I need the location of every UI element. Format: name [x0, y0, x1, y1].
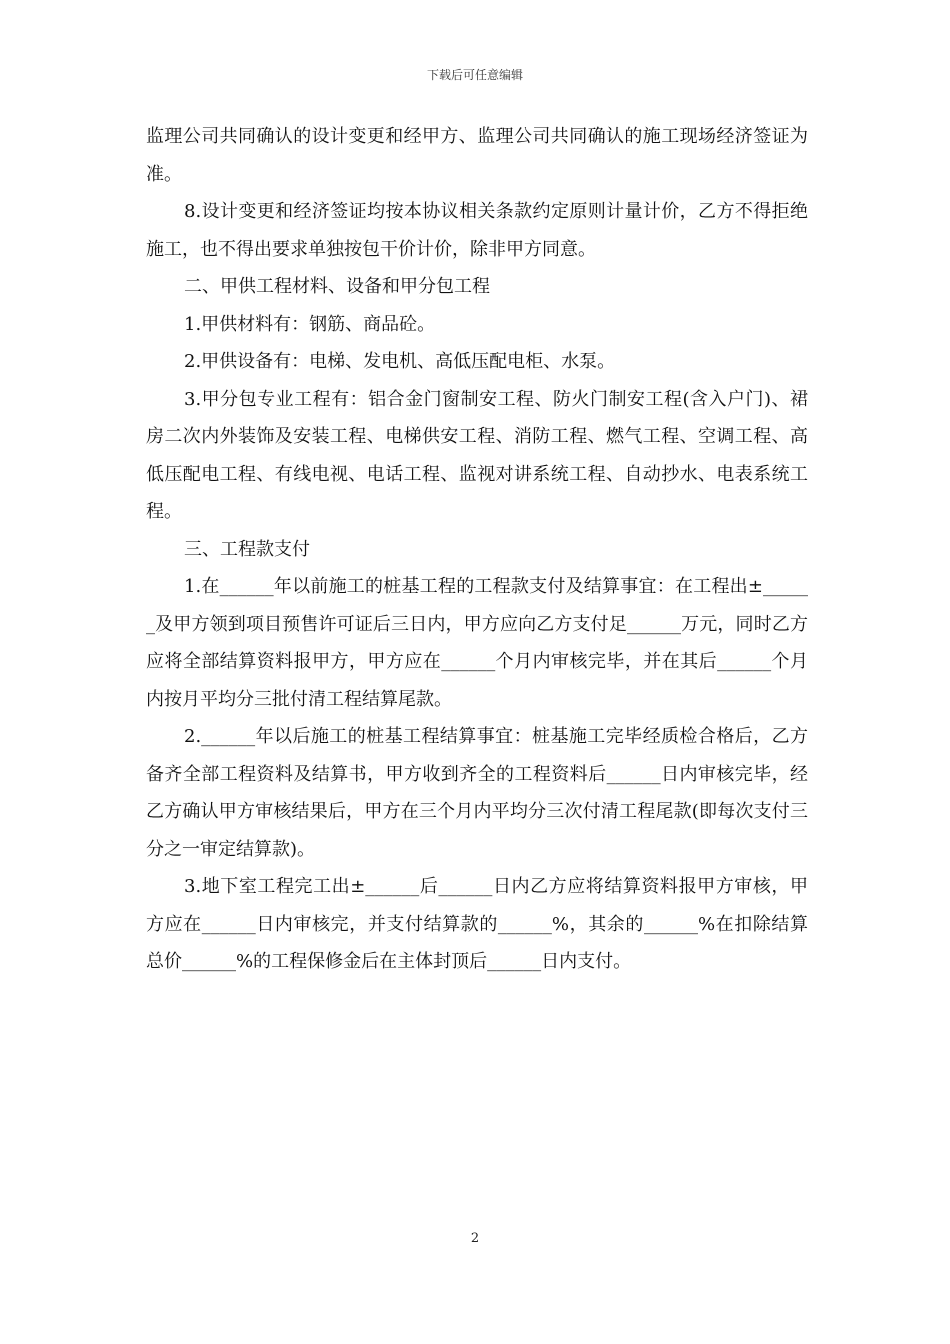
section-heading-2: 二、甲供工程材料、设备和甲分包工程 [184, 276, 490, 297]
section-heading-3: 三、工程款支付 [184, 538, 310, 560]
paragraph-2-2: 2.甲供设备有：电梯、发电机、高低压配电柜、水泵。 [184, 351, 616, 372]
paragraph-3-1: 1.在______年以前施工的桩基工程的工程款支付及结算事宜：在工程出±______及甲方领到项目预售许可证后三日内，甲方应向乙方支付足______万元，同时乙方应将全部结算资料报甲方，甲方应在______个月内审核完毕，并在其后______个月内按月平均分三批付清工程结算尾款。 [146, 576, 808, 710]
paragraph-3-2: 2.______年以后施工的桩基工程结算事宜：桩基施工完毕经质检合格后，乙方备齐全部工程资料及结算书，甲方收到齐全的工程资料后______日内审核完毕，经乙方确认甲方审核结果后，甲方在三个月内平均分三次付清工程尾款(即每次支付三分之一审定结算款)。 [146, 726, 808, 860]
paragraph-continuation: 监理公司共同确认的设计变更和经甲方、监理公司共同确认的施工现场经济签证为准。 [146, 126, 808, 185]
page-number: 2 [470, 1231, 480, 1246]
paragraph-2-3: 3.甲分包专业工程有：铝合金门窗制安工程、防火门制安工程(含入户门)、裙房二次内外装饰及安装工程、电梯供安工程、消防工程、燃气工程、空调工程、高低压配电工程、有线电视、电话工程、监视对讲系统工程、自动抄水、电表系统工程。 [146, 388, 808, 522]
paragraph-3-3: 3.地下室工程完工出±______后______日内乙方应将结算资料报甲方审核，甲方应在______日内审核完，并支付结算款的______%，其余的______%在扣除结算总价______%的工程保修金后在主体封顶后______日内支付。 [146, 876, 808, 972]
paragraph-2-1: 1.甲供材料有：钢筋、商品砼。 [184, 313, 436, 335]
document-body [146, 118, 808, 981]
page-header: 下载后可任意编辑 [426, 68, 523, 82]
paragraph-clause-8: 8.设计变更和经济签证均按本协议相关条款约定原则计量计价，乙方不得拒绝施工，也不得出要求单独按包干价计价，除非甲方同意。 [146, 201, 808, 260]
